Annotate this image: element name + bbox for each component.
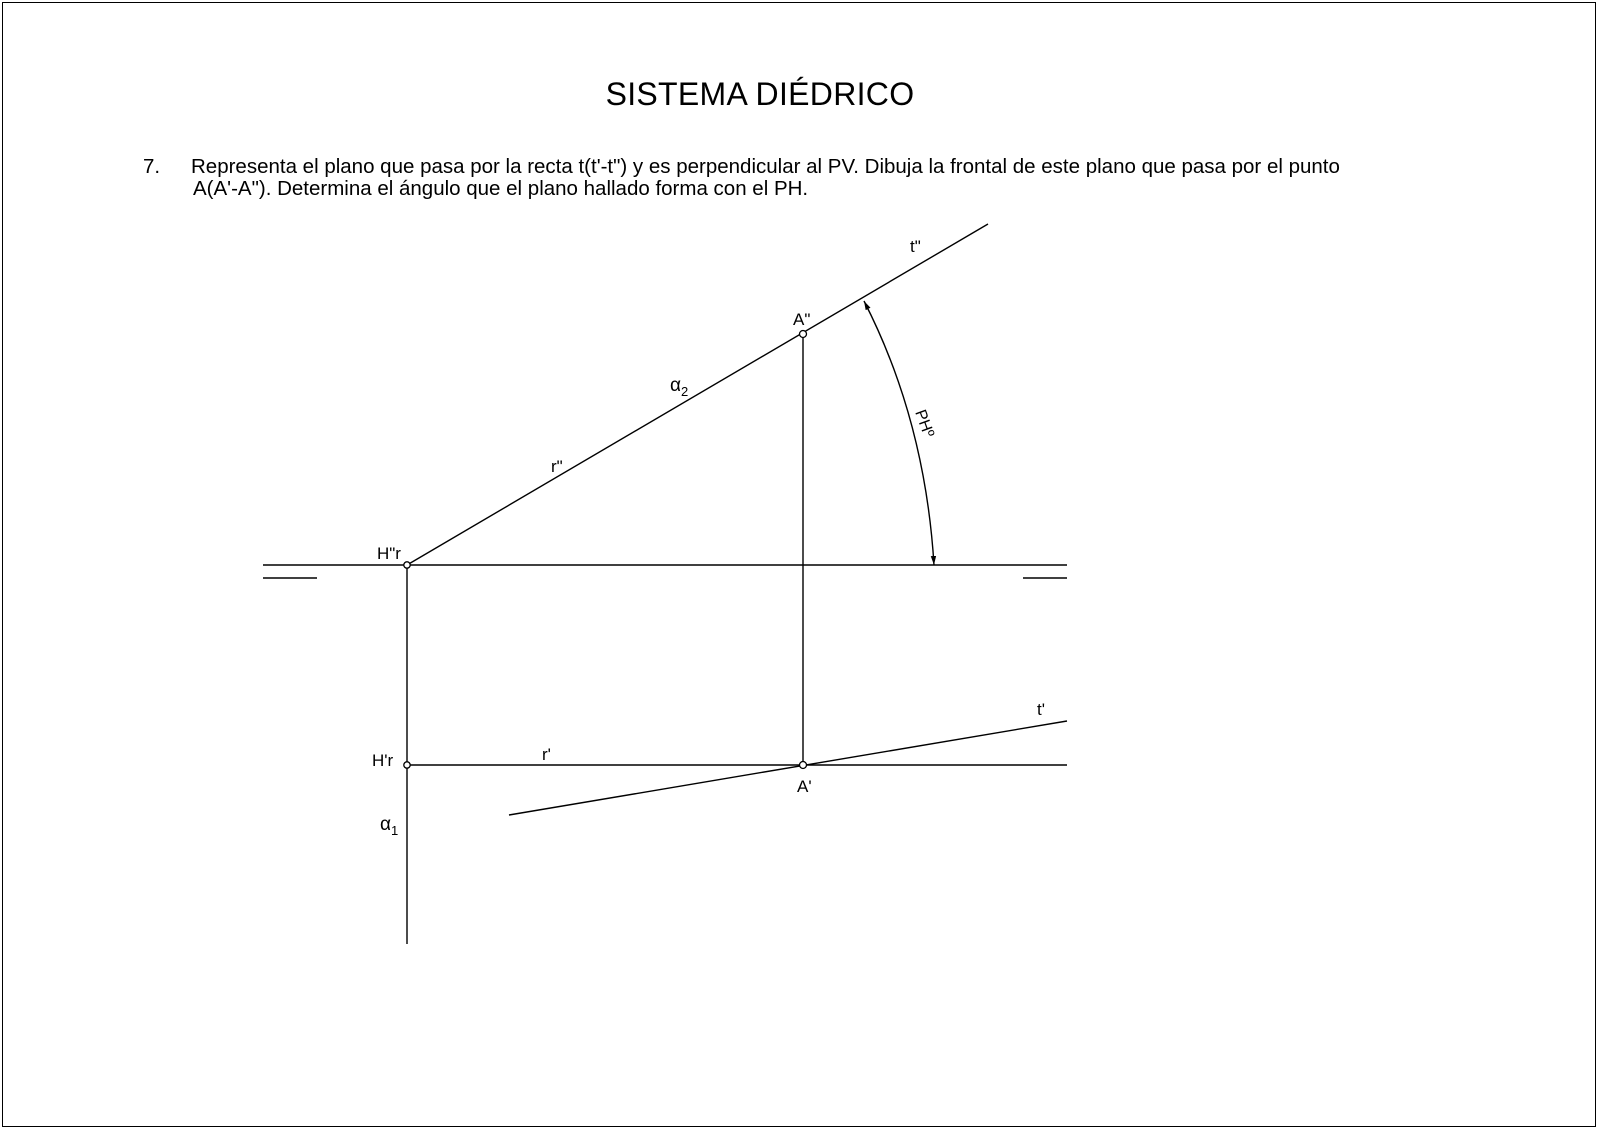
- label-t-horizontal: t': [1037, 700, 1045, 719]
- page-title: SISTEMA DIÉDRICO: [605, 76, 915, 112]
- label-hr-horizontal: H'r: [372, 751, 394, 770]
- label-alpha2: [670, 375, 688, 399]
- point-a-vertical: [800, 331, 807, 338]
- vertical-trace-line-t2: [407, 224, 988, 565]
- point-hr-vertical: [404, 562, 410, 568]
- exercise-text-line-2: A(A'-A"). Determina el ángulo que el plano hallado forma con el PH.: [193, 177, 809, 200]
- alpha2-symbol: α: [670, 375, 681, 396]
- alpha2-subscript: 2: [680, 384, 689, 399]
- point-hr-horizontal: [404, 762, 410, 768]
- horizontal-projection-t1: [509, 721, 1067, 815]
- label-r-horizontal: r': [542, 745, 551, 764]
- alpha1-subscript: 1: [390, 823, 399, 838]
- point-a-horizontal: [800, 762, 807, 769]
- label-alpha1: [380, 814, 398, 838]
- label-t-vertical: t": [910, 237, 921, 256]
- exercise-text-line-1: Representa el plano que pasa por la recta t(t'-t") y es perpendicular al PV. Dibuja la frontal de este plano que pasa por el punto: [191, 155, 1340, 178]
- label-a-horizontal: A': [797, 777, 812, 796]
- label-a-vertical: A": [793, 310, 811, 329]
- label-hr-vertical: H"r: [377, 544, 401, 563]
- label-r-vertical: r": [551, 457, 563, 476]
- exercise-number: 7.: [143, 155, 161, 178]
- alpha1-symbol: α: [380, 814, 391, 835]
- label-angle: PHº: [911, 407, 937, 440]
